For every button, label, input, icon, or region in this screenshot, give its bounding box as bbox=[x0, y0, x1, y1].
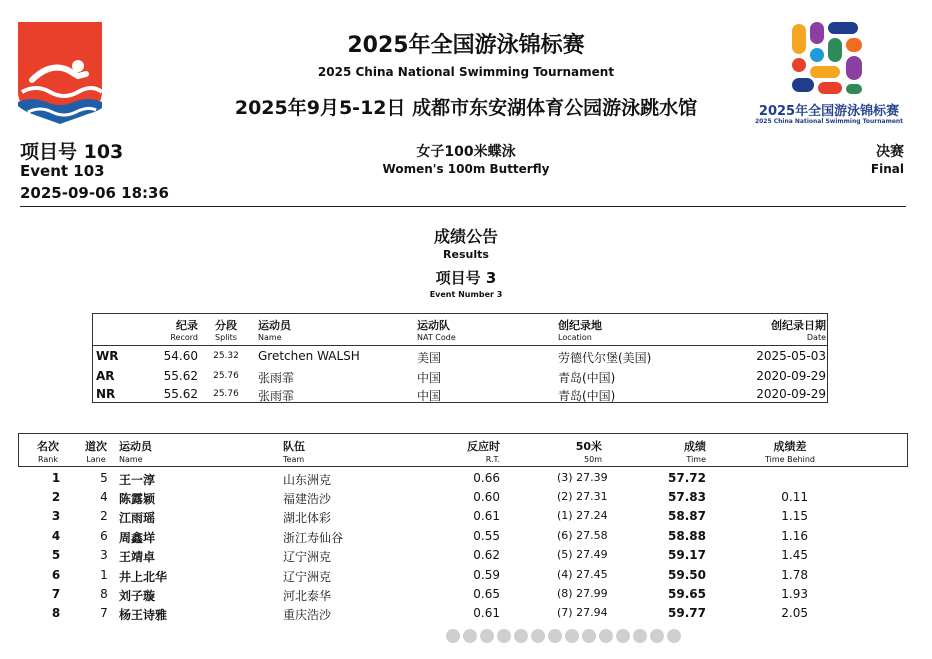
watermark-dot bbox=[650, 629, 664, 643]
result-split: (2) 27.31 bbox=[557, 490, 608, 503]
records-header-record-cn: 纪录 bbox=[176, 319, 198, 332]
record-time: 54.60 bbox=[163, 349, 198, 363]
result-time: 58.87 bbox=[668, 509, 706, 523]
result-split: (3) 27.39 bbox=[557, 471, 608, 484]
result-team: 福建浩沙 bbox=[283, 492, 332, 506]
watermark-dot bbox=[667, 629, 681, 643]
result-reaction-time: 0.61 bbox=[473, 509, 500, 523]
watermark-dot bbox=[531, 629, 545, 643]
result-lane: 2 bbox=[100, 509, 108, 523]
record-location: 劳德代尔堡(美国) bbox=[558, 351, 652, 365]
result-name: 王一淳 bbox=[119, 473, 156, 487]
result-name: 王靖卓 bbox=[119, 550, 156, 564]
logo-caption-cn: 2025年全国游泳锦标赛 bbox=[758, 104, 900, 119]
watermark-dot bbox=[599, 629, 613, 643]
result-lane: 7 bbox=[100, 606, 108, 620]
result-team: 湖北体彩 bbox=[283, 511, 332, 525]
result-split: (1) 27.24 bbox=[557, 509, 608, 522]
header-divider bbox=[20, 206, 906, 207]
record-date: 2025-05-03 bbox=[756, 349, 826, 363]
record-type: NR bbox=[96, 387, 116, 401]
record-type: WR bbox=[96, 349, 119, 363]
result-reaction-time: 0.62 bbox=[473, 548, 500, 562]
event-number-cn: 项目号 103 bbox=[20, 141, 124, 163]
event-datetime: 2025-09-06 18:36 bbox=[20, 184, 169, 202]
results-header-name-en: Name bbox=[119, 455, 143, 464]
results-title-en: Results bbox=[443, 248, 489, 261]
result-team: 河北泰华 bbox=[283, 589, 332, 603]
result-split: (7) 27.94 bbox=[557, 606, 608, 619]
results-header-behind-cn: 成绩差 bbox=[773, 440, 807, 453]
result-lane: 8 bbox=[100, 587, 108, 601]
records-header-name-en: Name bbox=[258, 333, 282, 342]
result-rank: 2 bbox=[51, 490, 61, 504]
results-header-lane-cn: 道次 bbox=[85, 440, 107, 453]
record-location: 青岛(中国) bbox=[558, 389, 616, 403]
result-time: 57.83 bbox=[668, 490, 706, 504]
result-team: 辽宁洲克 bbox=[283, 570, 332, 584]
record-time: 55.62 bbox=[163, 387, 198, 401]
watermark-dot bbox=[446, 629, 460, 643]
result-time-behind: 1.93 bbox=[781, 587, 808, 601]
result-time: 59.77 bbox=[668, 606, 706, 620]
tournament-logo bbox=[790, 20, 866, 96]
result-team: 山东洲克 bbox=[283, 473, 332, 487]
record-date: 2020-09-29 bbox=[756, 369, 826, 383]
record-nat: 中国 bbox=[417, 389, 442, 403]
results-header-lane-en: Lane bbox=[86, 455, 106, 464]
record-date: 2020-09-29 bbox=[756, 387, 826, 401]
result-time: 58.88 bbox=[668, 529, 706, 543]
watermark-dot bbox=[565, 629, 579, 643]
result-reaction-time: 0.65 bbox=[473, 587, 500, 601]
result-rank: 8 bbox=[51, 606, 61, 620]
result-name: 刘子璇 bbox=[119, 589, 156, 603]
result-time-behind: 1.45 bbox=[781, 548, 808, 562]
result-lane: 6 bbox=[100, 529, 108, 543]
records-header-date-cn: 创纪录日期 bbox=[771, 319, 826, 332]
records-header-splits-cn: 分段 bbox=[215, 319, 237, 332]
result-time-behind: 1.15 bbox=[781, 509, 808, 523]
watermark-dot bbox=[582, 629, 596, 643]
records-header-date-en: Date bbox=[806, 333, 826, 342]
records-header-nat-cn: 运动队 bbox=[417, 319, 450, 332]
result-split: (5) 27.49 bbox=[557, 548, 608, 561]
result-lane: 3 bbox=[100, 548, 108, 562]
results-header-rt-en: R.T. bbox=[485, 455, 500, 464]
result-reaction-time: 0.66 bbox=[473, 471, 500, 485]
records-header-divider bbox=[92, 345, 828, 346]
result-name: 杨王诗雅 bbox=[119, 608, 168, 622]
result-name: 陈露颖 bbox=[119, 492, 156, 506]
record-holder: 张雨霏 bbox=[258, 371, 295, 385]
records-header-location-en: Location bbox=[558, 333, 592, 342]
event-name-en: Women's 100m Butterfly bbox=[382, 162, 550, 176]
result-time-behind: 1.16 bbox=[781, 529, 808, 543]
result-split: (8) 27.99 bbox=[557, 587, 608, 600]
result-time: 59.17 bbox=[668, 548, 706, 562]
records-header-name-cn: 运动员 bbox=[258, 319, 291, 332]
result-lane: 5 bbox=[100, 471, 108, 485]
record-holder: Gretchen WALSH bbox=[258, 349, 360, 363]
watermark-dot bbox=[548, 629, 562, 643]
record-holder: 张雨霏 bbox=[258, 389, 295, 403]
result-rank: 4 bbox=[51, 529, 61, 543]
result-time-behind: 0.11 bbox=[781, 490, 808, 504]
result-rank: 6 bbox=[51, 568, 61, 582]
result-reaction-time: 0.61 bbox=[473, 606, 500, 620]
record-type: AR bbox=[96, 369, 115, 383]
watermark-dot bbox=[497, 629, 511, 643]
result-name: 井上北华 bbox=[119, 570, 168, 584]
result-name: 周鑫垟 bbox=[119, 531, 156, 545]
date-venue: 2025年9月5-12日 成都市东安湖体育公园游泳跳水馆 bbox=[234, 97, 698, 119]
result-rank: 7 bbox=[51, 587, 61, 601]
record-time: 55.62 bbox=[163, 369, 198, 383]
result-time-behind: 2.05 bbox=[781, 606, 808, 620]
result-split: (4) 27.45 bbox=[557, 568, 608, 581]
event-number-title-cn: 项目号 3 bbox=[435, 269, 497, 287]
results-header-time-en: Time bbox=[686, 455, 706, 464]
results-header-team-cn: 队伍 bbox=[283, 440, 305, 453]
records-header-record-en: Record bbox=[170, 333, 198, 342]
record-location: 青岛(中国) bbox=[558, 371, 616, 385]
records-header-nat-en: NAT Code bbox=[417, 333, 456, 342]
record-split: 25.76 bbox=[213, 389, 239, 399]
tournament-title-en: 2025 China National Swimming Tournament bbox=[317, 65, 615, 79]
record-split: 25.32 bbox=[213, 351, 239, 361]
result-time: 59.50 bbox=[668, 568, 706, 582]
watermark-dot bbox=[633, 629, 647, 643]
watermark-dot bbox=[463, 629, 477, 643]
results-header-split-cn: 50米 bbox=[575, 440, 602, 453]
records-header-splits-en: Splits bbox=[215, 333, 237, 342]
records-header-location-cn: 创纪录地 bbox=[558, 319, 602, 332]
result-name: 江雨瑶 bbox=[119, 511, 156, 525]
logo-caption-en: 2025 China National Swimming Tournament bbox=[754, 118, 904, 125]
result-split: (6) 27.58 bbox=[557, 529, 608, 542]
result-lane: 1 bbox=[100, 568, 108, 582]
result-rank: 3 bbox=[51, 509, 61, 523]
results-header-rank-en: Rank bbox=[38, 455, 58, 464]
result-time: 59.65 bbox=[668, 587, 706, 601]
event-phase-cn: 决赛 bbox=[876, 144, 904, 160]
result-reaction-time: 0.55 bbox=[473, 529, 500, 543]
record-nat: 中国 bbox=[417, 371, 442, 385]
record-split: 25.76 bbox=[213, 371, 239, 381]
watermark-dot bbox=[480, 629, 494, 643]
event-name-cn: 女子100米蝶泳 bbox=[416, 144, 516, 160]
results-header-time-cn: 成绩 bbox=[684, 440, 706, 453]
tournament-title-cn: 2025年全国游泳锦标赛 bbox=[347, 33, 585, 58]
results-header-rt-cn: 反应时 bbox=[467, 440, 500, 453]
event-number-en: Event 103 bbox=[20, 162, 105, 180]
results-header-name-cn: 运动员 bbox=[119, 440, 152, 453]
results-header-rank-cn: 名次 bbox=[37, 440, 59, 453]
result-lane: 4 bbox=[100, 490, 108, 504]
results-header-behind-en: Time Behind bbox=[765, 455, 815, 464]
record-nat: 美国 bbox=[417, 351, 442, 365]
result-team: 辽宁洲克 bbox=[283, 550, 332, 564]
watermark-dot bbox=[514, 629, 528, 643]
result-rank: 5 bbox=[51, 548, 61, 562]
result-team: 重庆浩沙 bbox=[283, 608, 332, 622]
result-time-behind: 1.78 bbox=[781, 568, 808, 582]
result-rank: 1 bbox=[51, 471, 61, 485]
watermark-dot bbox=[616, 629, 630, 643]
results-title-cn: 成绩公告 bbox=[433, 227, 498, 246]
event-phase-en: Final bbox=[870, 162, 904, 176]
event-number-title-en: Event Number 3 bbox=[429, 290, 503, 299]
watermark-dots bbox=[446, 628, 684, 647]
results-header-team-en: Team bbox=[283, 455, 305, 464]
result-reaction-time: 0.60 bbox=[473, 490, 500, 504]
result-team: 浙江寿仙谷 bbox=[283, 531, 344, 545]
result-reaction-time: 0.59 bbox=[473, 568, 500, 582]
result-time: 57.72 bbox=[668, 471, 706, 485]
results-header-split-en: 50m bbox=[584, 455, 602, 464]
